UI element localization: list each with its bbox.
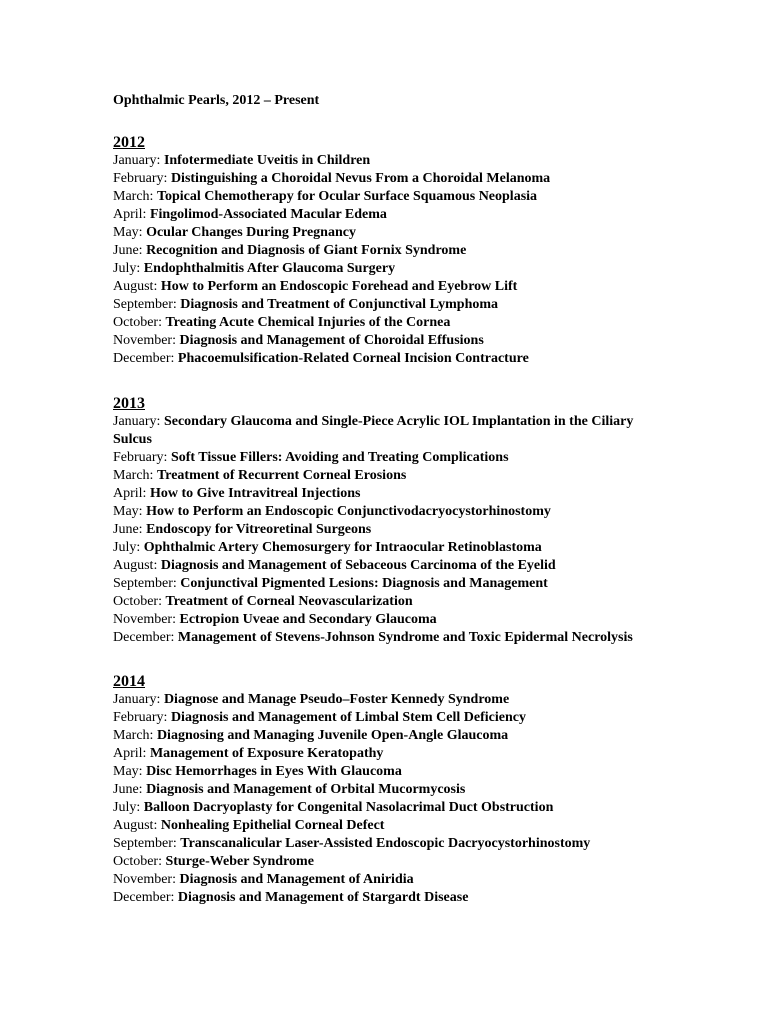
entry-month: November: (113, 333, 176, 348)
list-item (113, 278, 653, 296)
list-item (113, 763, 653, 781)
entry-topic: Treatment of Corneal Neovascularization (165, 594, 413, 609)
entry-month: September: (113, 576, 177, 591)
list-item (113, 575, 653, 593)
entry-topic: Recognition and Diagnosis of Giant Fornix Syndrome (146, 243, 467, 258)
list-item (113, 485, 653, 503)
document-title: Ophthalmic Pearls, 2012 – Present (113, 93, 320, 108)
entry-month: June: (113, 522, 143, 537)
entry-topic: Ectropion Uveae and Secondary Glaucoma (179, 612, 437, 627)
list-item (113, 593, 653, 611)
entry-topic: Diagnosis and Management of Aniridia (179, 872, 414, 887)
list-item (113, 170, 653, 188)
entry-topic: Treatment of Recurrent Corneal Erosions (156, 468, 407, 483)
entry-list (113, 152, 653, 368)
entry-topic: Ocular Changes During Pregnancy (146, 225, 356, 240)
entry-month: May: (113, 504, 143, 519)
list-item (113, 224, 653, 242)
years-container (113, 133, 653, 907)
list-item (113, 727, 653, 745)
entry-month: May: (113, 225, 143, 240)
entry-topic: Topical Chemotherapy for Ocular Surface Squamous Neoplasia (156, 189, 538, 204)
entry-topic: Diagnosing and Managing Juvenile Open-Angle Glaucoma (156, 728, 509, 743)
entry-topic: Nonhealing Epithelial Corneal Defect (160, 818, 385, 833)
entry-topic: Ophthalmic Artery Chemosurgery for Intraocular Retinoblastoma (143, 540, 542, 555)
entry-month: April: (113, 486, 147, 501)
year-heading: 2012 (113, 134, 145, 151)
entry-month: March: (113, 189, 154, 204)
year-heading: 2013 (113, 395, 145, 412)
entry-topic: Endoscopy for Vitreoretinal Surgeons (146, 522, 372, 537)
entry-topic: Secondary Glaucoma and Single-Piece Acrylic IOL Implantation in the Ciliary Sulcus (113, 414, 634, 447)
document-body (113, 92, 653, 907)
entry-topic: Diagnosis and Management of Orbital Mucormycosis (146, 782, 466, 797)
entry-month: December: (113, 351, 175, 366)
entry-topic: Diagnose and Manage Pseudo–Foster Kennedy Syndrome (163, 692, 510, 707)
entry-topic: Fingolimod-Associated Macular Edema (149, 207, 387, 222)
entry-month: October: (113, 594, 162, 609)
list-item (113, 449, 653, 467)
entry-month: July: (113, 540, 141, 555)
year-section (113, 133, 653, 368)
entry-topic: Distinguishing a Choroidal Nevus From a Choroidal Melanoma (170, 171, 551, 186)
entry-month: August: (113, 818, 158, 833)
entry-month: July: (113, 261, 141, 276)
entry-month: January: (113, 414, 161, 429)
entry-topic: Management of Exposure Keratopathy (149, 746, 384, 761)
list-item (113, 889, 653, 907)
entry-month: October: (113, 854, 162, 869)
entry-topic: Soft Tissue Fillers: Avoiding and Treating Complications (170, 450, 509, 465)
entry-topic: Conjunctival Pigmented Lesions: Diagnosis and Management (180, 576, 548, 591)
entry-month: November: (113, 612, 176, 627)
entry-month: April: (113, 207, 147, 222)
list-item (113, 817, 653, 835)
list-item (113, 709, 653, 727)
entry-month: September: (113, 836, 177, 851)
list-item (113, 853, 653, 871)
list-item (113, 152, 653, 170)
list-item (113, 413, 653, 449)
entry-topic: Phacoemulsification-Related Corneal Incision Contracture (177, 351, 529, 366)
entry-month: February: (113, 171, 168, 186)
entry-month: June: (113, 782, 143, 797)
entry-month: August: (113, 558, 158, 573)
list-item (113, 871, 653, 889)
entry-month: March: (113, 728, 154, 743)
list-item (113, 691, 653, 709)
entry-topic: Endophthalmitis After Glaucoma Surgery (143, 261, 396, 276)
entry-topic: How to Give Intravitreal Injections (149, 486, 361, 501)
entry-month: February: (113, 710, 168, 725)
entry-month: November: (113, 872, 176, 887)
entry-topic: Treating Acute Chemical Injuries of the Cornea (165, 315, 451, 330)
entry-topic: Diagnosis and Treatment of Conjunctival Lymphoma (180, 297, 499, 312)
list-item (113, 745, 653, 763)
list-item (113, 260, 653, 278)
entry-topic: Diagnosis and Management of Choroidal Effusions (179, 333, 484, 348)
list-item (113, 781, 653, 799)
list-item (113, 799, 653, 817)
list-item (113, 521, 653, 539)
list-item (113, 611, 653, 629)
list-item (113, 188, 653, 206)
entry-topic: Transcanalicular Laser-Assisted Endoscopic Dacryocystorhinostomy (180, 836, 591, 851)
list-item (113, 503, 653, 521)
list-item (113, 539, 653, 557)
entry-list (113, 691, 653, 907)
entry-topic: Sturge-Weber Syndrome (165, 854, 314, 869)
list-item (113, 557, 653, 575)
list-item (113, 629, 653, 647)
list-item (113, 206, 653, 224)
list-item (113, 350, 653, 368)
entry-month: August: (113, 279, 158, 294)
entry-topic: Management of Stevens-Johnson Syndrome and Toxic Epidermal Necrolysis (177, 630, 633, 645)
entry-topic: Disc Hemorrhages in Eyes With Glaucoma (146, 764, 402, 779)
entry-topic: Diagnosis and Management of Stargardt Disease (177, 890, 469, 905)
list-item (113, 332, 653, 350)
entry-month: April: (113, 746, 147, 761)
year-heading: 2014 (113, 673, 145, 690)
list-item (113, 835, 653, 853)
year-section (113, 672, 653, 907)
entry-topic: Infotermediate Uveitis in Children (163, 153, 371, 168)
entry-month: September: (113, 297, 177, 312)
year-section (113, 394, 653, 647)
entry-list (113, 413, 653, 647)
entry-month: December: (113, 630, 175, 645)
entry-month: January: (113, 153, 161, 168)
list-item (113, 296, 653, 314)
entry-month: October: (113, 315, 162, 330)
entry-month: May: (113, 764, 143, 779)
entry-topic: Balloon Dacryoplasty for Congenital Nasolacrimal Duct Obstruction (143, 800, 554, 815)
list-item (113, 467, 653, 485)
entry-month: February: (113, 450, 168, 465)
entry-topic: Diagnosis and Management of Limbal Stem Cell Deficiency (170, 710, 526, 725)
entry-month: July: (113, 800, 141, 815)
list-item (113, 314, 653, 332)
entry-month: December: (113, 890, 175, 905)
list-item (113, 242, 653, 260)
entry-topic: How to Perform an Endoscopic Forehead and Eyebrow Lift (160, 279, 518, 294)
entry-topic: How to Perform an Endoscopic Conjunctivodacryocystorhinostomy (146, 504, 551, 519)
entry-topic: Diagnosis and Management of Sebaceous Carcinoma of the Eyelid (160, 558, 556, 573)
entry-month: January: (113, 692, 161, 707)
entry-month: June: (113, 243, 143, 258)
entry-month: March: (113, 468, 154, 483)
